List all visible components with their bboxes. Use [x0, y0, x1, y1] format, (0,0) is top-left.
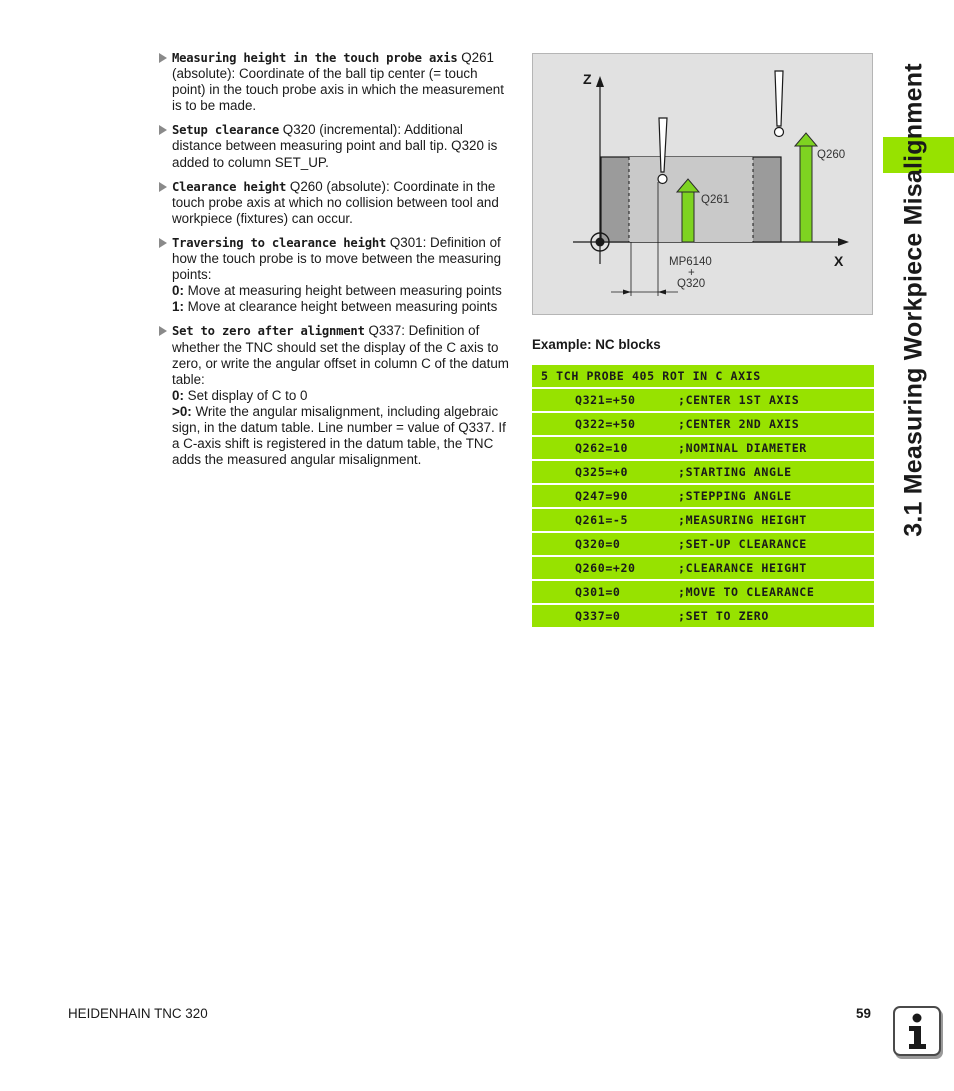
option-text: Move at clearance height between measuring points	[183, 299, 498, 315]
nc-comment: ;MEASURING HEIGHT	[678, 513, 807, 527]
param-label: Set to zero after alignment	[172, 324, 365, 339]
q260-arrow-head	[795, 133, 817, 146]
nc-block-list	[532, 365, 874, 629]
param-text: Q261 (absolute): Coordinate of the ball tip center (= touch point) in the touch probe axis in which the measurement is to be made.	[172, 50, 504, 114]
option-key: 0:	[172, 387, 184, 403]
parameter-list	[158, 50, 510, 476]
param-label: Measuring height in the touch probe axis	[172, 51, 458, 65]
param-text: Q301: Definition of how the touch probe is to move between the measuring points:	[172, 234, 502, 283]
q261-label: Q261	[701, 194, 730, 206]
nc-code: Q337=0	[575, 609, 621, 623]
nc-row	[532, 437, 874, 459]
nc-comment: ;SET-UP CLEARANCE	[678, 537, 807, 551]
z-axis-arrowhead	[596, 76, 604, 87]
info-icon	[893, 1006, 941, 1056]
nc-row	[532, 389, 874, 411]
dim-arrow-left	[623, 290, 631, 295]
nc-row	[532, 605, 874, 627]
datum-dot	[596, 238, 605, 247]
nc-comment: ;STARTING ANGLE	[678, 465, 792, 479]
q261-arrow-shaft	[682, 192, 694, 242]
footer-product: HEIDENHAIN TNC 320	[68, 1006, 208, 1021]
nc-row	[532, 509, 874, 531]
nc-code: Q325=+0	[575, 465, 629, 479]
nc-code: Q322=+50	[575, 417, 636, 431]
z-axis-label: Z	[583, 71, 592, 87]
bullet-arrow-icon	[159, 238, 167, 248]
nc-code: Q261=-5	[575, 513, 629, 527]
probe-ball-high	[775, 128, 784, 137]
nc-row	[532, 557, 874, 579]
bullet-arrow-icon	[159, 182, 167, 192]
nc-comment: ;STEPPING ANGLE	[678, 489, 792, 503]
nc-code: Q247=90	[575, 489, 629, 503]
param-setup-clearance	[158, 122, 510, 170]
bullet-arrow-icon	[159, 53, 167, 63]
nc-row	[532, 413, 874, 435]
bullet-arrow-icon	[159, 326, 167, 336]
nc-comment: ;CENTER 1ST AXIS	[678, 393, 800, 407]
nc-code: Q262=10	[575, 441, 629, 455]
x-axis-label: X	[834, 253, 844, 269]
example-title: Example: NC blocks	[532, 337, 661, 352]
nc-comment: ;NOMINAL DIAMETER	[678, 441, 807, 455]
plus-label: +	[688, 267, 695, 279]
nc-code: Q321=+50	[575, 393, 636, 407]
q320-label: Q320	[677, 278, 706, 290]
nc-row	[532, 581, 874, 603]
probe-stylus-high	[775, 71, 783, 126]
nc-row	[532, 461, 874, 483]
nc-comment: ;MOVE TO CLEARANCE	[678, 585, 815, 599]
option-text: Write the angular misalignment, including algebraic sign, in the datum table. Line number = value of Q337. If a C-axis shift is registered in the datum table, the TNC adds the measured angular misalignment.	[172, 403, 506, 468]
nc-code: Q301=0	[575, 585, 621, 599]
nc-row-header	[532, 365, 874, 387]
param-label: Traversing to clearance height	[172, 235, 387, 250]
param-text: Q337: Definition of whether the TNC should set the display of the C axis to zero, or write the angular offset in column C of the datum table:	[172, 323, 509, 387]
info-icon-glyph	[895, 1008, 939, 1054]
mp6140-label: MP6140	[669, 256, 712, 268]
q260-label: Q260	[817, 149, 846, 161]
option-text: Move at measuring height between measuring points	[183, 283, 502, 299]
nc-code: Q320=0	[575, 537, 621, 551]
nc-row	[532, 485, 874, 507]
chapter-title-text: 3.1 Measuring Workpiece Misalignment	[899, 63, 928, 537]
param-text: Q260 (absolute): Coordinate in the touch probe axis at which no collision between tool and workpiece (fixtures) can occur.	[172, 178, 499, 226]
param-label: Setup clearance	[172, 123, 280, 138]
nc-row	[532, 533, 874, 555]
nc-comment: ;SET TO ZERO	[678, 609, 769, 623]
probe-ball-low	[658, 175, 667, 184]
option-text: Set display of C to 0	[183, 387, 308, 403]
param-traversing	[158, 235, 510, 315]
page-number: 59	[856, 1006, 871, 1021]
dim-arrow-right	[658, 290, 666, 295]
nc-comment: ;CENTER 2ND AXIS	[678, 417, 800, 431]
nc-comment: ;CLEARANCE HEIGHT	[678, 561, 807, 575]
nc-header-text: 5 TCH PROBE 405 ROT IN C AXIS	[541, 369, 761, 383]
option-key: 0:	[172, 283, 184, 299]
option-key: 1:	[172, 299, 184, 315]
nc-code: Q260=+20	[575, 561, 636, 575]
param-label: Clearance height	[172, 179, 287, 194]
probe-diagram-svg	[533, 54, 874, 316]
param-clearance-height	[158, 179, 510, 227]
bullet-arrow-icon	[159, 125, 167, 135]
option-key: >0:	[172, 403, 192, 419]
param-text: Q320 (incremental): Additional distance between measuring point and ball tip. Q320 is added to column SET_UP.	[172, 122, 498, 170]
x-axis-arrowhead	[838, 238, 849, 246]
probe-diagram	[532, 53, 873, 315]
param-measuring-height	[158, 50, 510, 114]
param-set-to-zero	[158, 323, 510, 468]
q260-arrow-shaft	[800, 146, 812, 242]
